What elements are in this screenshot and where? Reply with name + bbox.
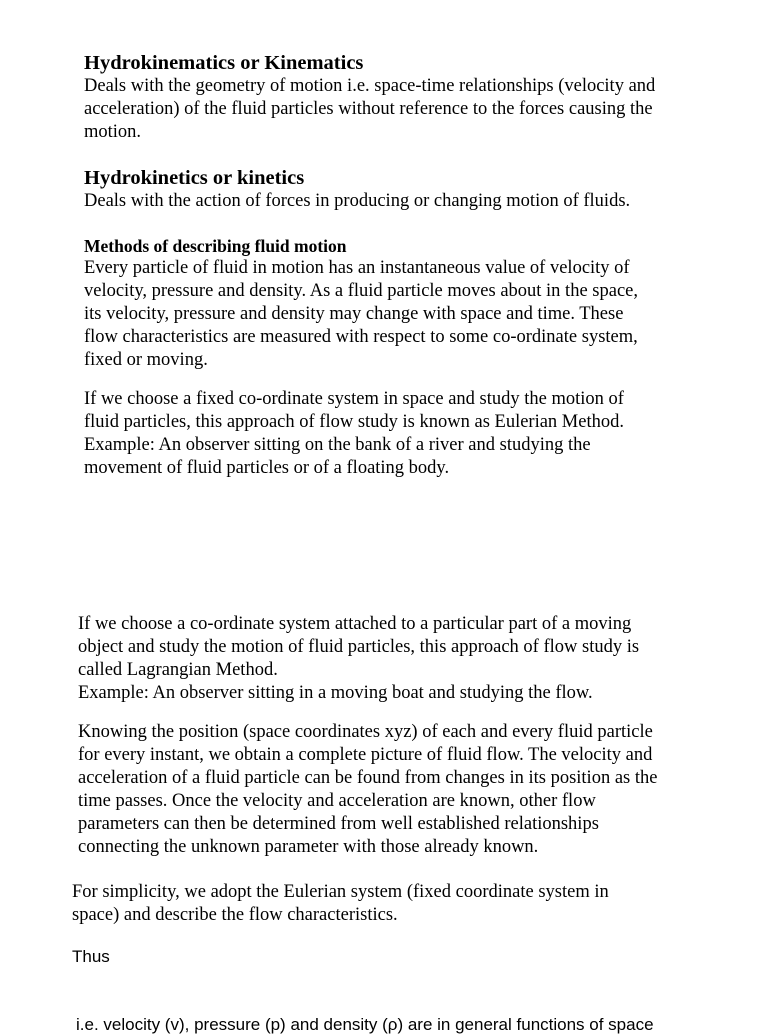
section-partial <box>76 1014 756 1036</box>
text-line: fluid particles, this approach of flow study is known as Eulerian Method. <box>84 412 624 432</box>
text-line: for every instant, we obtain a complete picture of fluid flow. The velocity and <box>78 745 653 765</box>
text-line: connecting the unknown parameter with those already known. <box>78 837 539 857</box>
thus-text: Thus <box>72 947 110 966</box>
text-line: If we choose a co-ordinate system attached to a particular part of a moving <box>78 614 632 634</box>
text-line: acceleration) of the fluid particles without reference to the forces causing the <box>84 99 653 119</box>
partial-line: i.e. velocity (v), pressure (p) and density (ρ) are in general functions of space <box>76 1015 654 1034</box>
text-line: velocity, pressure and density. As a fluid particle moves about in the space, <box>84 281 638 301</box>
text-line: Knowing the position (space coordinates xyz) of each and every fluid particle <box>78 722 653 742</box>
text-line: movement of fluid particles or of a floating body. <box>84 458 450 478</box>
text-line: time passes. Once the velocity and acceleration are known, other flow <box>78 791 596 811</box>
section-thus <box>72 946 272 968</box>
text-line: Every particle of fluid in motion has an instantaneous value of velocity of <box>84 258 630 278</box>
section-lagrangian <box>78 613 708 705</box>
section-simplicity <box>72 881 702 927</box>
section-knowing <box>78 721 708 859</box>
section-eulerian <box>84 388 704 480</box>
text-line: Deals with the geometry of motion i.e. space-time relationships (velocity and <box>84 76 656 96</box>
text-line: parameters can then be determined from well established relationships <box>78 814 599 834</box>
text-line: Example: An observer sitting on the bank of a river and studying the <box>84 435 591 455</box>
text-line: object and study the motion of fluid particles, this approach of flow study is <box>78 637 640 657</box>
text-line: motion. <box>84 122 142 142</box>
text-line: called Lagrangian Method. <box>78 660 278 680</box>
text-line: acceleration of a fluid particle can be found from changes in its position as the <box>78 768 658 788</box>
heading-methods: Methods of describing fluid motion <box>84 236 347 256</box>
section-kinetics <box>84 166 704 213</box>
text-line: Deals with the action of forces in producing or changing motion of fluids. <box>84 191 631 211</box>
text-line: For simplicity, we adopt the Eulerian system (fixed coordinate system in <box>72 882 609 902</box>
text-line: its velocity, pressure and density may change with space and time. These <box>84 304 624 324</box>
text-line: If we choose a fixed co-ordinate system in space and study the motion of <box>84 389 624 409</box>
heading-kinetics: Hydrokinetics or kinetics <box>84 167 305 189</box>
heading-kinematics: Hydrokinematics or Kinematics <box>84 52 364 74</box>
text-line: fixed or moving. <box>84 350 208 370</box>
text-line: flow characteristics are measured with respect to some co-ordinate system, <box>84 327 638 347</box>
section-methods <box>84 235 704 372</box>
text-line: space) and describe the flow characteristics. <box>72 905 398 925</box>
section-kinematics <box>84 51 704 144</box>
text-line: Example: An observer sitting in a moving boat and studying the flow. <box>78 683 593 703</box>
